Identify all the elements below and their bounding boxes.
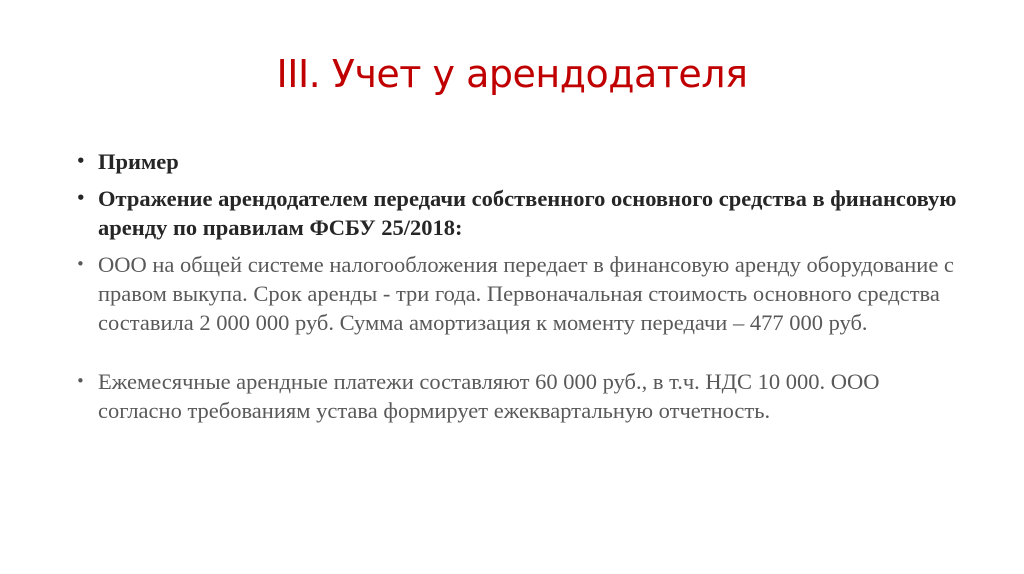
- slide-content: [76, 147, 966, 433]
- bullet-text: Ежемесячные арендные платежи составляют 60 000 руб., в т.ч. НДС 10 000. ООО согласно требованиям устава формирует ежеквартальную отчетность.: [98, 369, 880, 423]
- bullet-item-payments: [76, 367, 966, 425]
- slide-title: III. Учет у арендодателя: [276, 52, 748, 96]
- bullet-text: ООО на общей системе налогообложения передает в финансовую аренду оборудование с правом выкупа. Срок аренды - три года. Первоначальная стоимость основного средства составила 2 000 000 руб. Сумма амортизация к моменту передачи – 477 000 руб.: [98, 252, 954, 335]
- bullet-item-conditions: [76, 250, 966, 337]
- spacer: [76, 345, 966, 367]
- bullet-dot-icon: •: [76, 152, 86, 170]
- bullet-dot-icon: •: [76, 372, 85, 390]
- bullet-dot-icon: •: [76, 255, 85, 273]
- bullet-dot-icon: •: [76, 189, 86, 207]
- bullet-text: Отражение арендодателем передачи собственного основного средства в финансовую аренду по правилам ФСБУ 25/2018:: [98, 186, 957, 240]
- bullet-item-example: [76, 147, 966, 176]
- bullet-item-reflection: [76, 184, 966, 242]
- bullet-text: Пример: [98, 149, 179, 174]
